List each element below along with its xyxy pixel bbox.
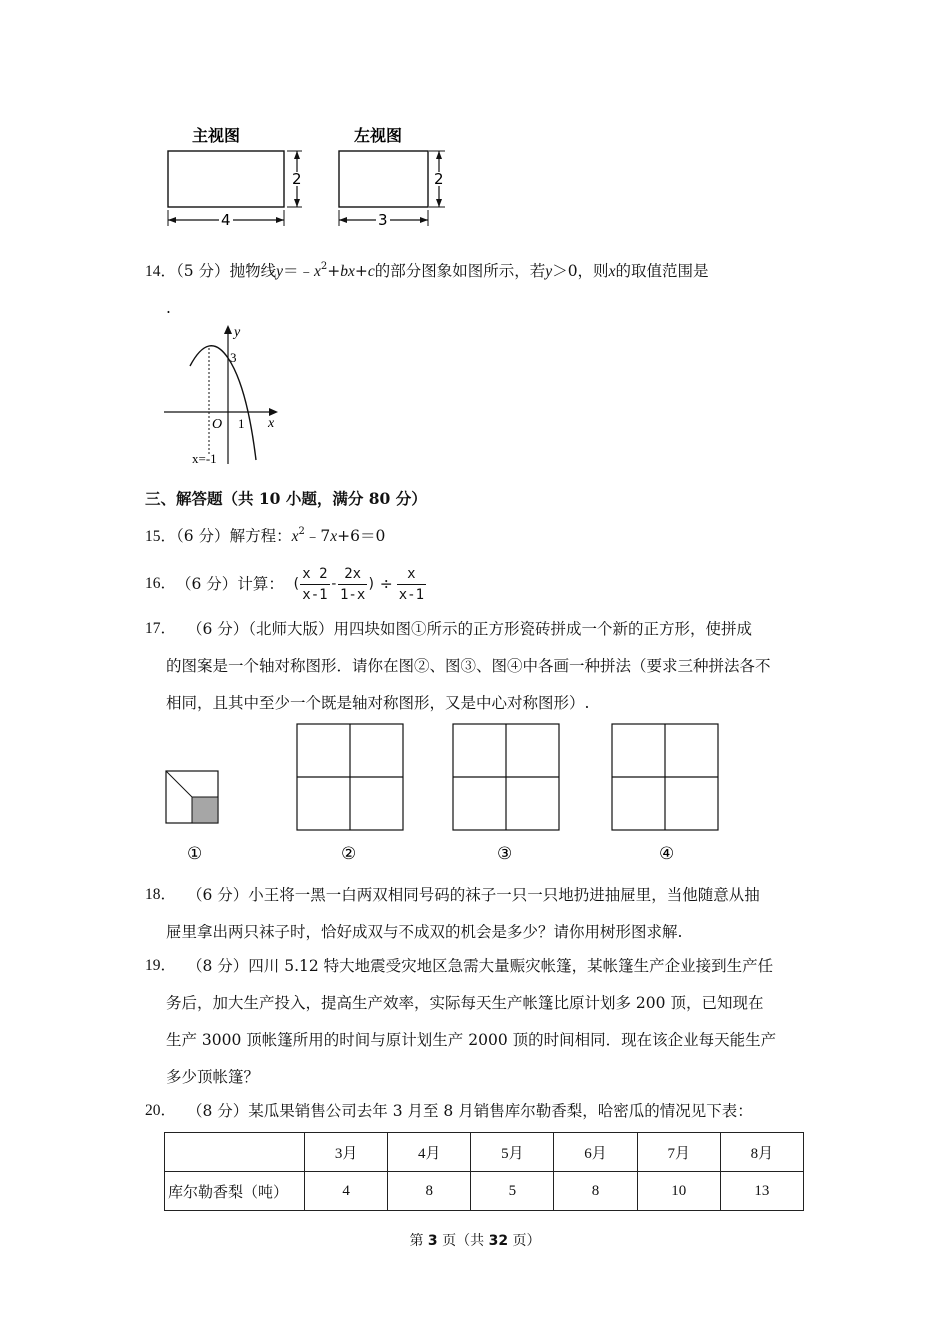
table-cell: 8	[388, 1172, 471, 1211]
axis-of-symmetry-label: x=-1	[192, 451, 217, 466]
tile-figure-3	[453, 724, 559, 830]
table-header-cell: 7月	[637, 1133, 720, 1172]
table-header-cell: 8月	[720, 1133, 803, 1172]
q19-line-2: 务后，加大生产投入，提高生产效率，实际每天生产帐篷比原计划多 200 顶，已知现在	[166, 994, 764, 1012]
q20-number: 20．	[145, 1102, 177, 1119]
q14-score: （5 分）	[176, 262, 230, 280]
x-intercept-label: 1	[238, 416, 245, 431]
table-cell: 4	[305, 1172, 388, 1211]
tile-figure-1	[166, 771, 218, 823]
q17-line-2: 的图案是一个轴对称图形．请你在图②、图③、图④中各画一种拼法（要求三种拼法各不	[166, 657, 771, 675]
table-cell: 8	[554, 1172, 637, 1211]
q20-line: （8 分）某瓜果销售公司去年 3 月至 8 月销售库尔勒香梨，哈密瓜的情况见下表：	[187, 1102, 753, 1120]
y-intercept-label: 3	[230, 350, 237, 365]
q16-fraction-3: $\frac{x}{x-1}$	[398, 565, 425, 603]
q19-number: 19．	[145, 957, 177, 974]
q17-line-1: （6 分）（北师大版）用四块如图①所示的正方形瓷砖拼成一个新的正方形，使拼成	[187, 620, 753, 638]
q14-number: 14．	[145, 263, 177, 280]
left-height-value: 2	[434, 170, 444, 188]
left-view-rect	[339, 151, 428, 207]
q18-line-2: 屉里拿出两只袜子时，恰好成双与不成双的机会是多少？请你用树形图求解.	[166, 923, 683, 941]
section-3-title: 三、解答题（共 10 小题，满分 80 分）	[145, 489, 427, 508]
parabola-curve	[190, 346, 256, 460]
tile-label-4: ④	[659, 844, 675, 864]
q16-line: 16． （6 分） 计算： ( $\frac{x 2}{x-1}$ - $\frac{2x}{1-x}$ ) ÷ $\frac{x}{x-1}$	[145, 565, 425, 603]
parabola-figure	[160, 322, 285, 467]
q19-line-3: 生产 3000 顶帐篷所用的时间与原计划生产 2000 顶的时间相同．现在该企业每天能生产	[166, 1031, 777, 1049]
tile-label-1: ①	[187, 844, 203, 864]
table-header-cell	[165, 1133, 305, 1172]
table-row-label: 库尔勒香梨（吨）	[165, 1172, 305, 1211]
front-height-value: 2	[292, 170, 302, 188]
front-view-label: 主视图	[192, 126, 241, 145]
q18-number: 18．	[145, 886, 177, 903]
q19-line-1: （8 分）四川 5.12 特大地震受灾地区急需大量赈灾帐篷，某帐篷生产企业接到生产任	[187, 957, 774, 975]
tile-figure-4	[612, 724, 718, 830]
q14-line: 14．（5 分）抛物线$y=﹣x^2+bx+c$的部分图象如图所示，若y＞0，则x的取值范围是	[145, 261, 709, 280]
table-header-cell: 6月	[554, 1133, 637, 1172]
table-cell: 10	[637, 1172, 720, 1211]
tile-label-3: ③	[497, 844, 513, 864]
origin-label: O	[212, 417, 223, 432]
q16-fraction-1: $\frac{x 2}{x-1}$	[302, 565, 328, 603]
q19-line-4: 多少顶帐篷？	[166, 1068, 260, 1086]
page-footer: 第 3 页（共 32 页）	[409, 1233, 541, 1249]
table-cell: 5	[471, 1172, 554, 1211]
q17-line-3: 相同，且其中至少一个既是轴对称图形，又是中心对称图形）.	[166, 694, 590, 712]
tile-figure-2	[297, 724, 403, 830]
y-axis-label: y	[234, 325, 241, 340]
q16-fraction-2: $\frac{2x}{1-x}$	[340, 565, 366, 603]
table-cell: 13	[720, 1172, 803, 1211]
table-row	[165, 1172, 804, 1211]
table-header-cell: 5月	[471, 1133, 554, 1172]
page-number: 3	[427, 1233, 438, 1249]
three-view-figure	[150, 120, 460, 230]
left-view-label: 左视图	[354, 126, 403, 145]
q15-line: 15．（6 分）解方程：$x^2﹣7x+6=0$	[145, 526, 386, 545]
front-width-value: 4	[221, 211, 231, 229]
x-axis-label: x	[268, 416, 275, 431]
table-header-row	[165, 1133, 804, 1172]
table-header-cell: 3月	[305, 1133, 388, 1172]
tile-figures	[160, 720, 730, 865]
table-header-cell: 4月	[388, 1133, 471, 1172]
tile-label-2: ②	[341, 844, 357, 864]
left-width-value: 3	[378, 211, 388, 229]
q18-line-1: （6 分）小王将一黑一白两双相同号码的袜子一只一只地扔进抽屉里，当他随意从抽	[187, 886, 760, 904]
q17-number: 17．	[145, 620, 177, 637]
q14-tail: .	[166, 299, 171, 317]
page-total: 32	[488, 1233, 509, 1249]
front-view-rect	[168, 151, 284, 207]
sales-table	[164, 1132, 804, 1211]
